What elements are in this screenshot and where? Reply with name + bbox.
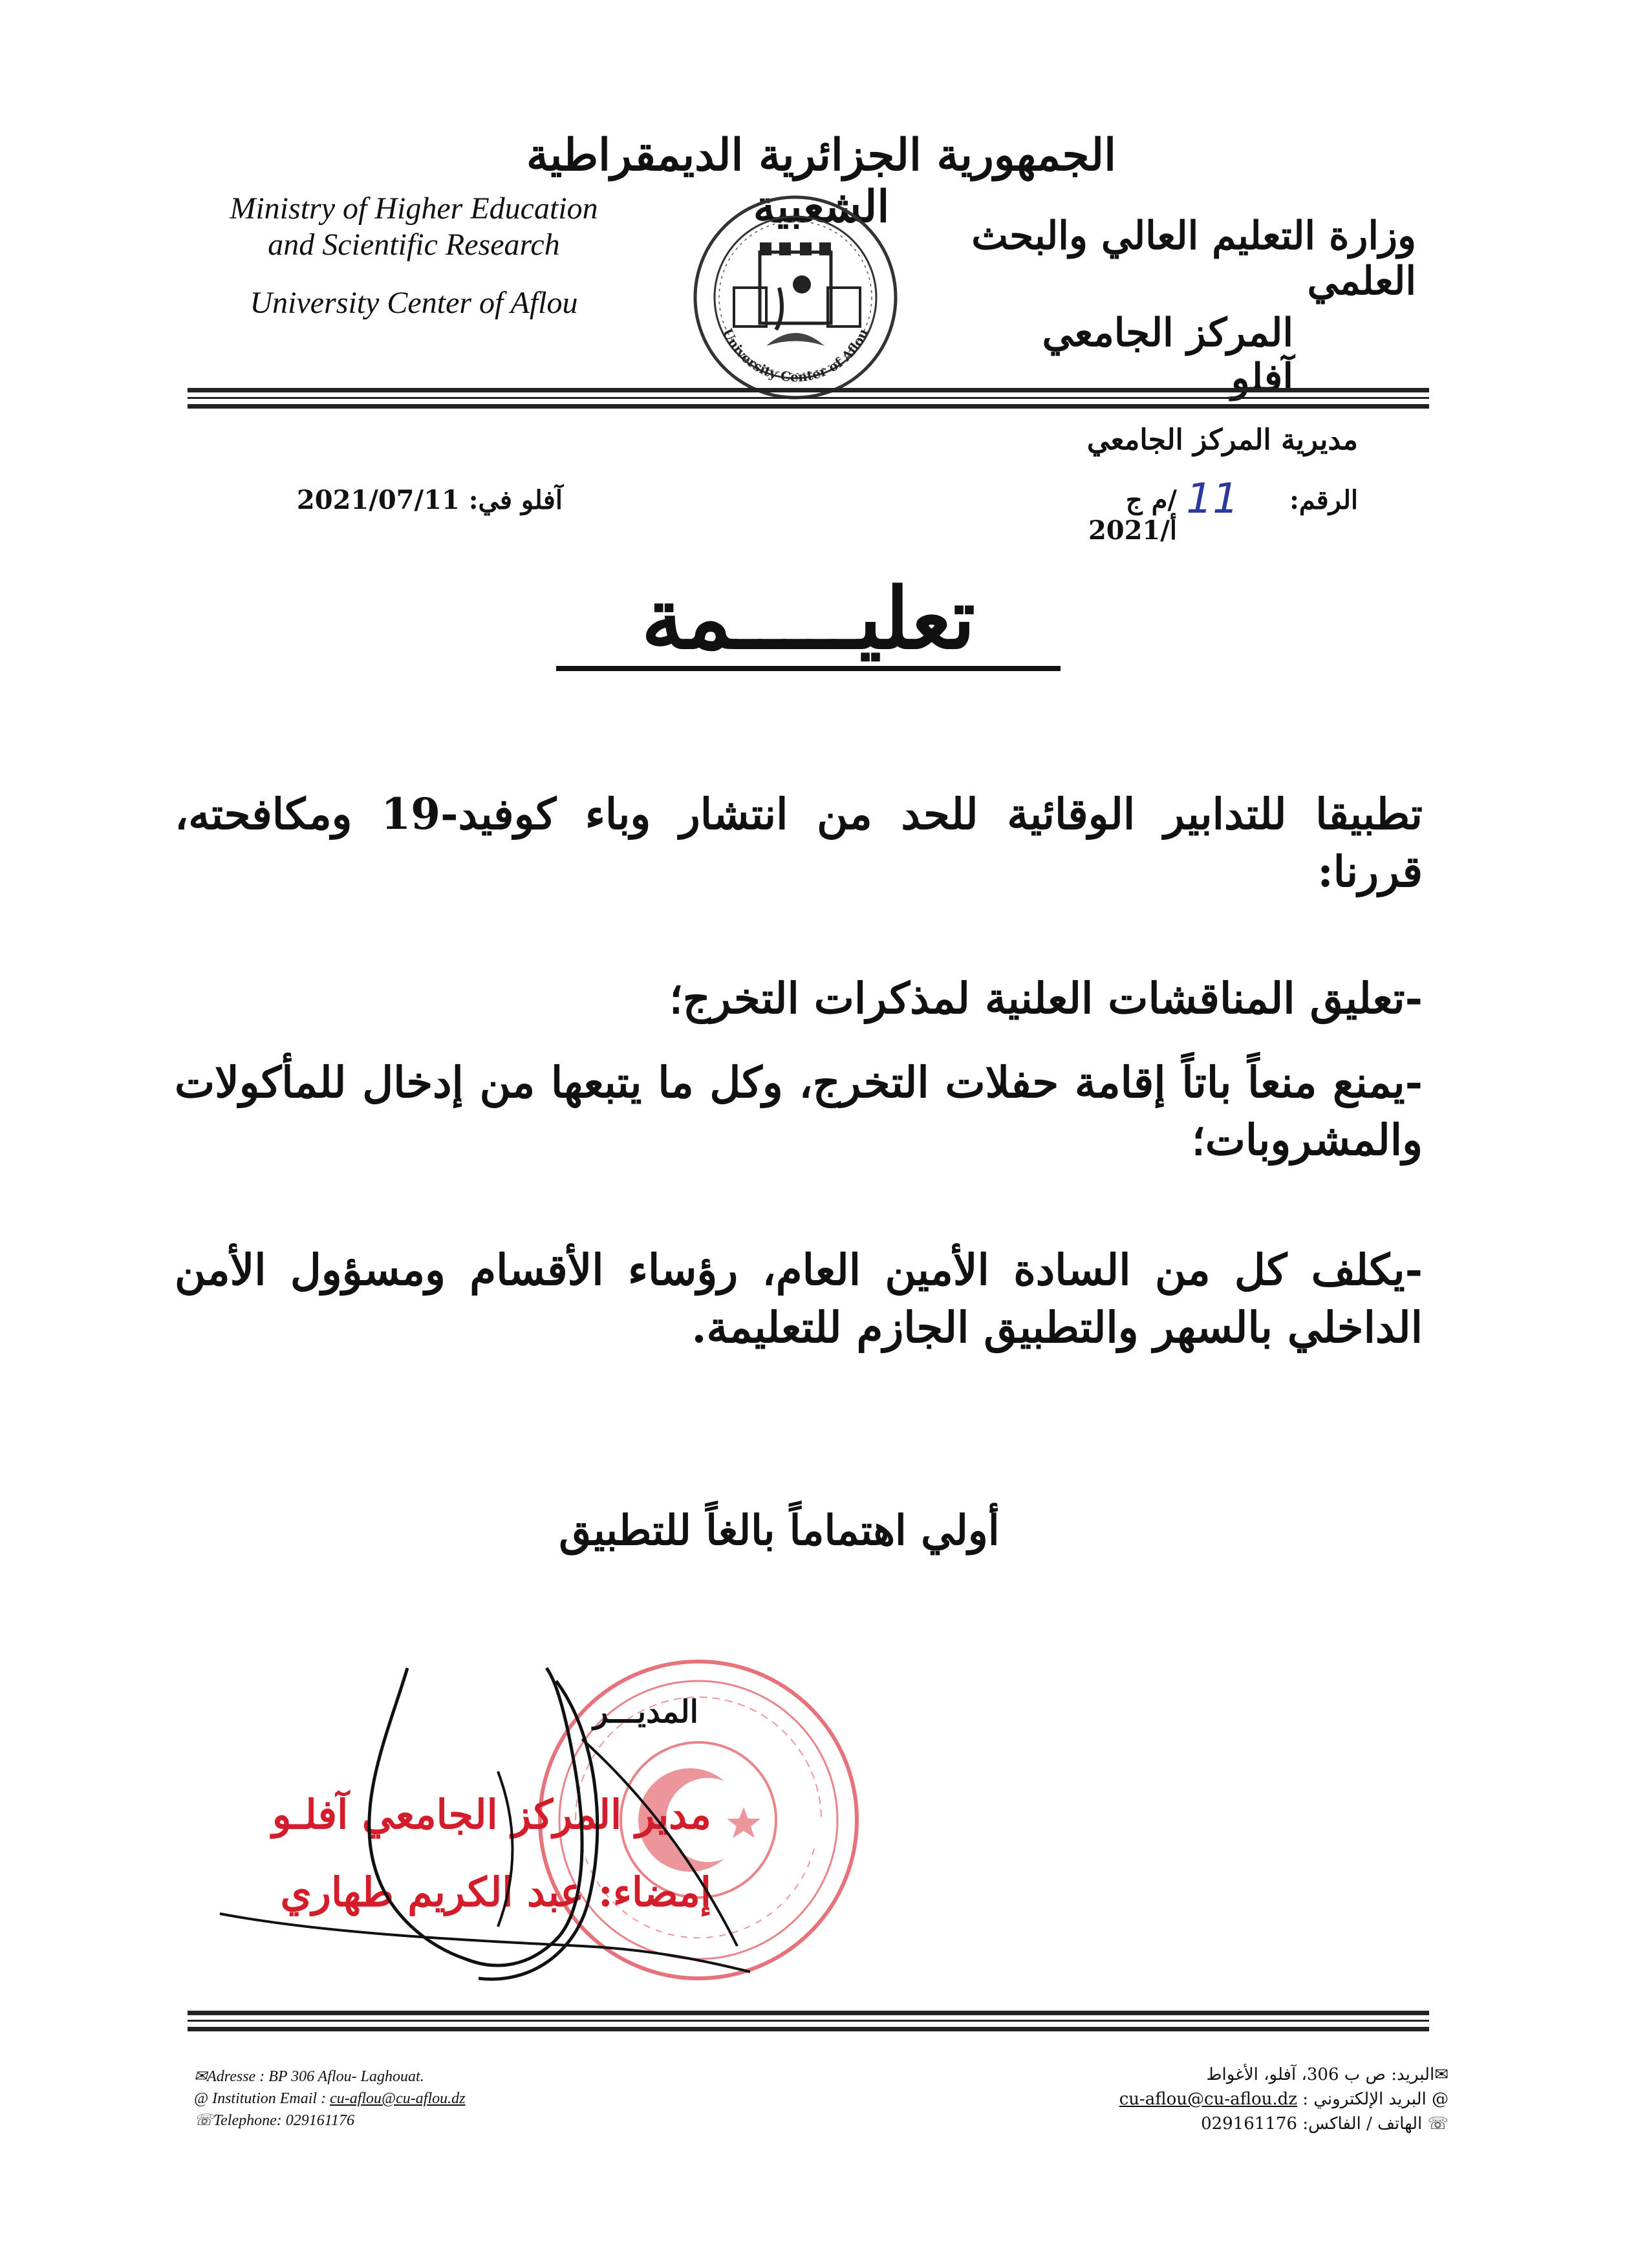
footer-phone-ar: ☏ الهاتف / الفاكس: 029161176 xyxy=(1201,2114,1449,2134)
body-item-2: -يمنع منعاً باتاً إقامة حفلات التخرج، وكل ما يتبعها من إدخال للمأكولات والمشروبات؛ xyxy=(175,1057,1423,1166)
ministry-ar: وزارة التعليم العالي والبحث العلمي xyxy=(971,213,1416,304)
header-rule-bottom xyxy=(188,404,1429,409)
university-logo xyxy=(689,191,902,404)
closing-line: أولي اهتماماً بالغاً للتطبيق xyxy=(559,1506,1000,1555)
handwritten-signature xyxy=(194,1655,873,1991)
reference-suffix: /م ج أ/2021 xyxy=(1088,485,1177,546)
footer-contact-ar xyxy=(1009,2062,1449,2136)
footer-rule-bottom xyxy=(188,2027,1429,2031)
directorate-label: مديرية المركز الجامعي xyxy=(1086,423,1358,456)
document-date: آفلو في: 2021/07/11 xyxy=(296,485,563,515)
republic-title: الجمهورية الجزائرية الديمقراطية الشعبية xyxy=(526,129,1117,233)
center-en: University Center of Aflou xyxy=(250,286,578,320)
center-ar: المركز الجامعي آفلو xyxy=(1042,310,1293,401)
ministry-en-line1: Ministry of Higher Education xyxy=(230,191,598,226)
footer-email-ar-label: @ البريد الإلكتروني : xyxy=(1297,2090,1449,2109)
english-header xyxy=(181,191,647,321)
header-rule-top xyxy=(188,388,1429,392)
footer-email-ar-link[interactable]: cu-aflou@cu-aflou.dz xyxy=(1119,2090,1297,2109)
header-rule-middle xyxy=(188,397,1429,399)
footer-email-en-label: @ Institution Email : xyxy=(194,2090,330,2107)
reference-number: 11 xyxy=(1186,475,1239,523)
director-label: المديـــر xyxy=(593,1694,698,1730)
footer-email-en-link[interactable]: cu-aflou@cu-aflou.dz xyxy=(330,2090,466,2107)
stamp-director-title: مدير المركز الجامعي آفلـو xyxy=(272,1791,711,1838)
body-intro: تطبيقا للتدابير الوقائية للحد من انتشار وباء كوفيد-19 ومكافحته، قررنا: xyxy=(175,789,1423,897)
footer-phone-en: ☏Telephone: 029161176 xyxy=(194,2112,354,2129)
footer-rule-middle xyxy=(188,2020,1429,2022)
body-item-3: -يكلف كل من السادة الأمين العام، رؤساء الأقسام ومسؤول الأمن الداخلي بالسهر والتطبيق الجازم للتعليمة. xyxy=(175,1245,1423,1353)
footer-email-en-row xyxy=(194,2088,647,2110)
body-item-1: -تعليق المناقشات العلنية لمذكرات التخرج؛ xyxy=(669,973,1423,1023)
footer-address-en: ✉Adresse : BP 306 Aflou- Laghouat. xyxy=(194,2068,424,2085)
footer-email-ar-row xyxy=(1009,2087,1449,2112)
logo-caption: University Center of Aflou xyxy=(719,326,872,385)
footer-contact-en xyxy=(194,2066,647,2132)
footer-rule-top xyxy=(188,2011,1429,2015)
title-underline xyxy=(556,666,1061,671)
document-title: تعليـــــمة xyxy=(641,569,976,668)
footer-address-ar: ✉البريد: ص ب 306، آفلو، الأغواط xyxy=(1206,2065,1449,2084)
ministry-en-line2: and Scientific Research xyxy=(268,228,560,262)
stamp-signatory-name: إمضاء: عبد الكريم طهاري xyxy=(280,1868,711,1916)
reference-label: الرقم: xyxy=(1289,485,1358,515)
